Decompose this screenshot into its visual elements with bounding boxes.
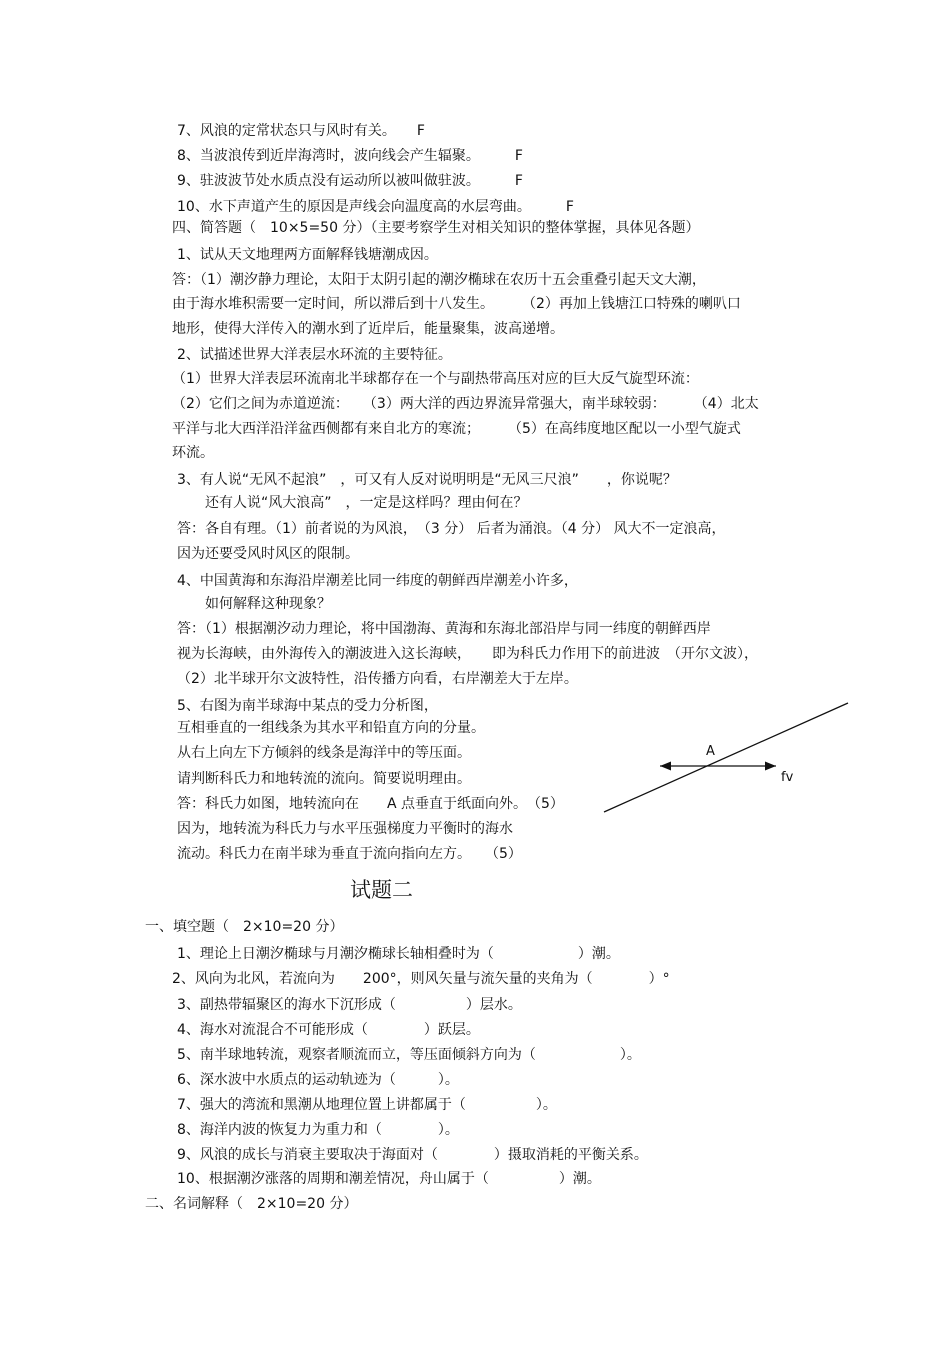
answer-5-line: 答：科氏力如图，地转流向在 A 点垂直于纸面向外。 （5） (177, 796, 564, 812)
answer-1-line: 答：（1）潮汐静力理论，太阳于太阴引起的潮汐椭球在农历十五会重叠引起天文大潮， (172, 272, 706, 288)
right-arrowhead-icon (765, 762, 776, 771)
answer-4-line: 视为长海峡，由外海传入的潮波进入这长海峡， 即为科氏力作用下的前进波 （开尔文波）， (177, 646, 758, 662)
question-4-line: 4、中国黄海和东海沿岸潮差比同一纬度的朝鲜西岸潮差小许多， (177, 573, 578, 589)
fill-blank-item: 1、理论上日潮汐椭球与月潮汐椭球长轴相叠时为（ ）潮。 (177, 946, 620, 962)
section-heading-fill-blank: 一、填空题（ 2×10=20 分） (145, 919, 344, 935)
answer-4-line: （2）北半球开尔文波特性，沿传播方向看，右岸潮差大于左岸。 (177, 671, 578, 687)
exam-title: 试题二 (350, 878, 413, 902)
answer-2-line: （2）它们之间为赤道逆流： （3）两大洋的西边界流异常强大，南半球较弱： （4）北太 (172, 396, 759, 412)
answer-3-line: 因为还要受风时风区的限制。 (177, 546, 359, 562)
fill-blank-item: 6、深水波中水质点的运动轨迹为（ ）。 (177, 1072, 459, 1088)
judgement-item-9: 9、驻波波节处水质点没有运动所以被叫做驻波。 F (177, 173, 523, 189)
fill-blank-item: 8、海洋内波的恢复力为重力和（ ）。 (177, 1122, 459, 1138)
answer-1-line: 由于海水堆积需要一定时间，所以滞后到十八发生。 （2）再加上钱塘江口特殊的喇叭口 (172, 296, 741, 312)
answer-1-line: 地形，使得大洋传入的潮水到了近岸后，能量聚集，波高递增。 (172, 321, 564, 337)
question-3-line: 还有人说“风大浪高” ，一定是这样吗？理由何在？ (177, 495, 528, 511)
left-arrowhead-icon (660, 762, 671, 771)
fill-blank-item: 7、强大的湾流和黑潮从地理位置上讲都属于（ ）。 (177, 1097, 557, 1113)
question-1: 1、试从天文地理两方面解释钱塘潮成因。 (177, 247, 438, 263)
section-heading-short-answer: 四、简答题（ 10×5=50 分）（主要考察学生对相关知识的整体掌握，具体见各题） (172, 220, 700, 236)
answer-2-line: 平洋与北大西洋沿洋盆西侧都有来自北方的寒流； （5）在高纬度地区配以一小型气旋式 (172, 421, 741, 437)
answer-2-line: 环流。 (172, 445, 214, 461)
section-heading-terms: 二、名词解释（ 2×10=20 分） (145, 1196, 358, 1212)
fill-blank-item: 3、副热带辐聚区的海水下沉形成（ ）层水。 (177, 997, 522, 1013)
question-5-line: 互相垂直的一组线条为其水平和铅直方向的分量。 (177, 720, 485, 736)
judgement-item-10: 10、水下声道产生的原因是声线会向温度高的水层弯曲。 F (177, 199, 574, 215)
answer-4-line: 答：（1）根据潮汐动力理论，将中国渤海、黄海和东海北部沿岸与同一纬度的朝鲜西岸 (177, 621, 711, 637)
fill-blank-item: 2、风向为北风，若流向为 200°，则风矢量与流矢量的夹角为（ ）° (172, 971, 670, 987)
judgement-item-7: 7、风浪的定常状态只与风时有关。 F (177, 123, 425, 139)
fill-blank-item: 5、南半球地转流，观察者顺流而立，等压面倾斜方向为（ ）。 (177, 1047, 641, 1063)
question-5-line: 请判断科氏力和地转流的流向。简要说明理由。 (177, 771, 471, 787)
answer-3-line: 答：各自有理。（1）前者说的为风浪， （3 分） 后者为涌浪。（4 分） 风大不一定浪高， (177, 521, 726, 537)
answer-5-line: 流动。科氏力在南半球为垂直于流向指向左方。 （5） (177, 846, 522, 862)
question-5-line: 从右上向左下方倾斜的线条是海洋中的等压面。 (177, 745, 471, 761)
judgement-item-8: 8、当波浪传到近岸海湾时，波向线会产生辐聚。 F (177, 148, 523, 164)
question-4-line: 如何解释这种现象？ (177, 596, 331, 612)
fill-blank-item: 10、根据潮汐涨落的周期和潮差情况，舟山属于（ ）潮。 (177, 1171, 601, 1187)
answer-5-line: 因为，地转流为科氏力与水平压强梯度力平衡时的海水 (177, 821, 513, 837)
fill-blank-item: 9、风浪的成长与消衰主要取决于海面对（ ）摄取消耗的平衡关系。 (177, 1147, 648, 1163)
question-5-line: 5、右图为南半球海中某点的受力分析图， (177, 698, 438, 714)
question-2: 2、试描述世界大洋表层水环流的主要特征。 (177, 347, 452, 363)
figure-label-a: A (706, 744, 715, 759)
answer-2-line: （1）世界大洋表层环流南北半球都存在一个与副热带高压对应的巨大反气旋型环流： (172, 371, 699, 387)
fill-blank-item: 4、海水对流混合不可能形成（ ）跃层。 (177, 1022, 480, 1038)
question-3-line: 3、有人说“无风不起浪” ，可又有人反对说明明是“无风三尺浪” ，你说呢？ (177, 472, 677, 488)
figure-label-fv: fv (781, 770, 794, 785)
isobaric-surface-line (604, 703, 848, 812)
